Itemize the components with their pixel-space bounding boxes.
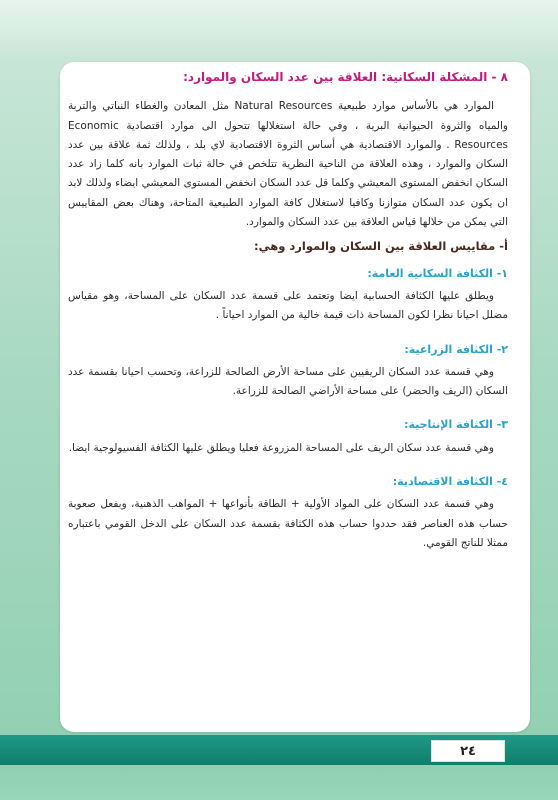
measures-subheading: أ- مقاييس العلاقة بين السكان والموارد وهي: [254, 239, 508, 254]
page-number: ٢٤ [431, 740, 505, 762]
item-text-general-density: ويطلق عليها الكثافة الحسابية ايضا وتعتمد على قسمة عدد السكان على المساحة، وهو مقياس مضلل احيانا نظرا لكون المساحة ذات قيمة خالية من الموارد احياناً . [68, 289, 508, 322]
item-title-economic-density: ٤- الكثافة الاقتصادية: [392, 475, 508, 489]
background-bottom-shade [0, 765, 558, 800]
item-text-agricultural-density: وهي قسمة عدد السكان الريفيين على مساحة الأرض الصالحة للزراعة، وتحسب احيانا بقسمة عدد السكان (الريف والحضر) على مساحة الأراضي الصالحة للزراعة. [68, 365, 508, 398]
intro-paragraph: الموارد هي بالأساس موارد طبيعية Natural Resources مثل المعادن والغطاء النباتي والتربة والمياه والثروة الحيوانية البرية ، وفي حالة استغلالها تتحول الى موارد اقتصادية Economic Resources . والموارد الاقتصادية هي أساس الثروة الاقتصادية لاي بلد ، ولذلك ثمة علاقة بين عدد السكان والموارد ، وهذه العلاقة من الناحية النظرية تتلخص في حالة ثبات الموارد بانه كلما زاد عدد السكان انخفض المستوى المعيشي وكلما قل عدد السكان انخفض المستوى المعيشي ايضاء ولذلك لابد ان يكون عدد السكان متوازنا وكافيا لاستغلال كافة الموارد الطبيعية المتاحة، وهناك بعض المقاييس التي يمكن من خلالها قياس العلاقة بين عدد السكان والموارد. [68, 100, 508, 229]
spacer [68, 458, 508, 466]
section-heading: ٨ - المشكلة السكانية: العلاقة بين عدد السكان والموارد: [183, 70, 508, 84]
item-text-productive-density: وهي قسمة عدد سكان الريف على المساحة المزروعة فعليا ويطلق عليها الكثافة الفسيولوجية ايضا. [68, 441, 494, 454]
item-title-general-density: ١- الكثافة السكانية العامة: [367, 266, 508, 280]
item-title-agricultural-density: ٢- الكثافة الزراعية: [404, 342, 508, 356]
item-title-productive-density: ٣- الكثافة الإنتاجية: [404, 418, 508, 432]
spacer [68, 326, 508, 334]
page-content [68, 68, 508, 553]
spacer [68, 401, 508, 409]
background-top-shade [0, 0, 558, 60]
item-text-economic-density: وهي قسمة عدد السكان على المواد الأولية + الطاقة بأنواعها + المواهب الذهنية، وبفعل صعوبة حساب هذه العناصر فقد حددوا حساب هذه الكثافة بقسمة عدد السكان على الدخل القومي باعتباره ممثلا للناتج القومي. [68, 498, 508, 549]
